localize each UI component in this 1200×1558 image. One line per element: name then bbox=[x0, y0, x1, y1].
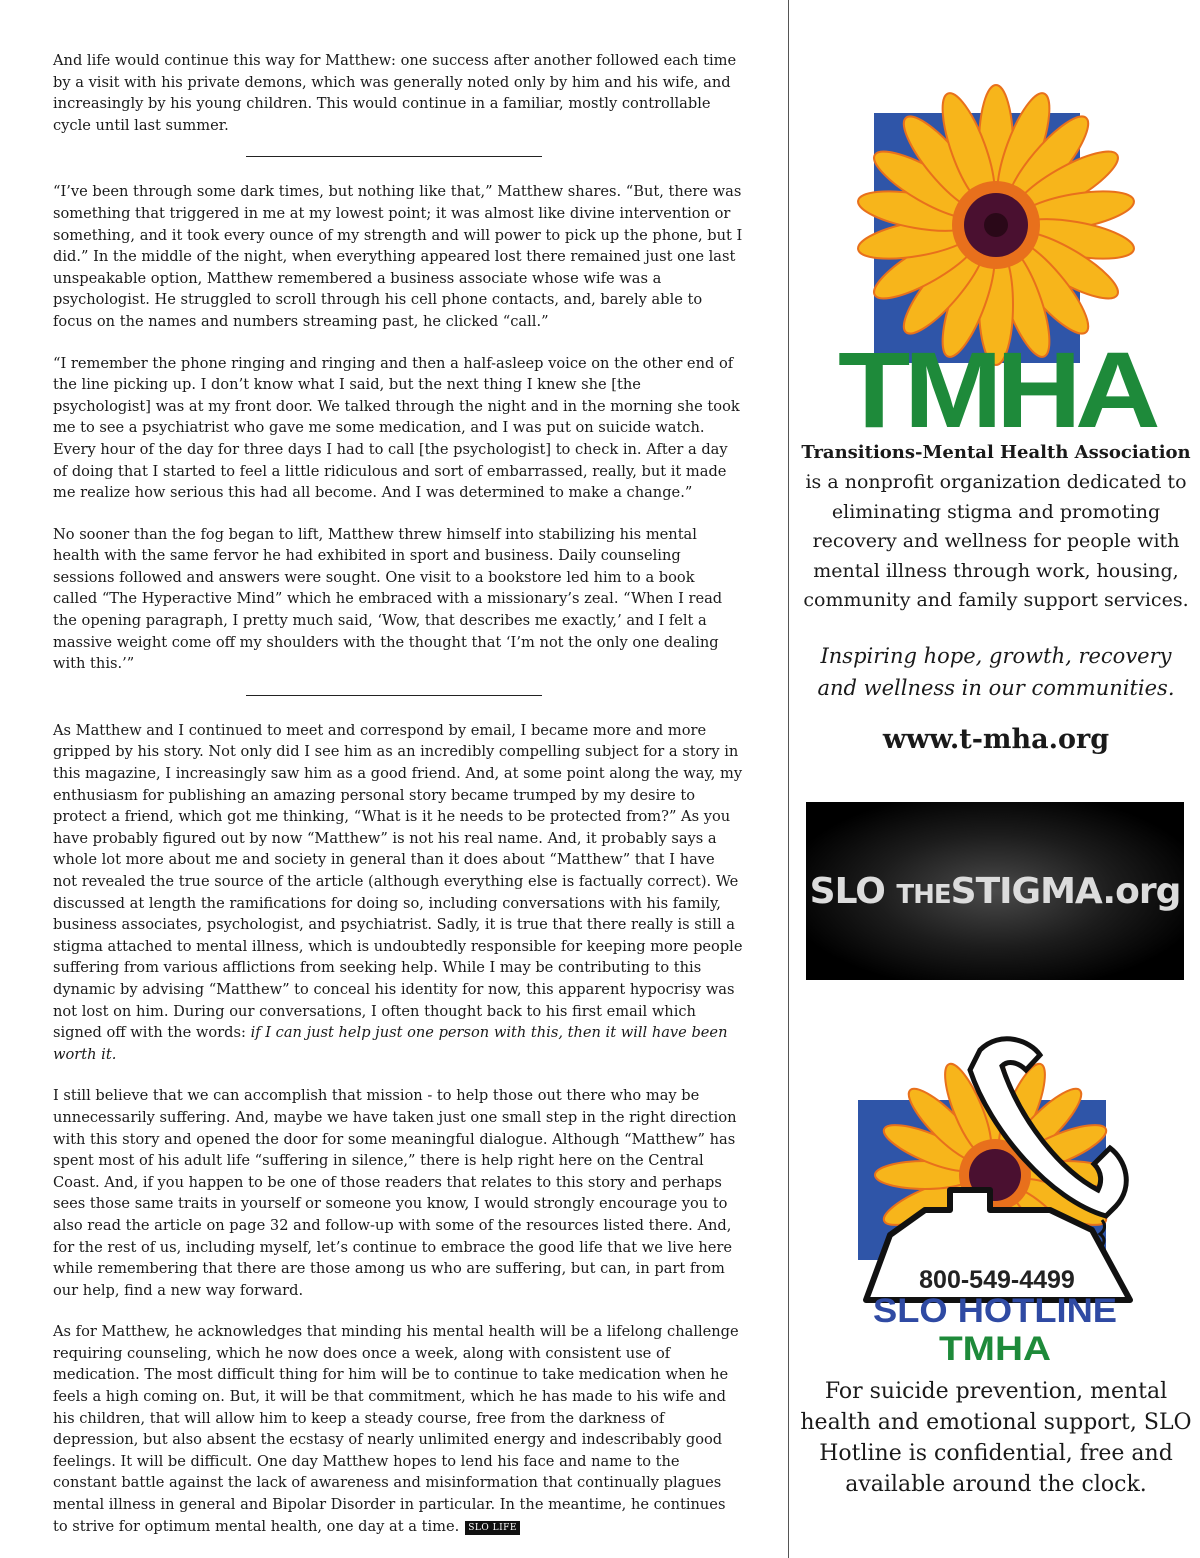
email-quote: if I can just help just one person with this, then it will have been worth it. bbox=[53, 1024, 728, 1063]
article-paragraph: And life would continue this way for Matthew: one success after another followed each time by a visit with his private demons, which was generally noted only by him and his wife, and increasingly by his young children. This would continue in a familiar, mostly controllable cycle until last summer. bbox=[53, 52, 737, 134]
org-name: Transitions-Mental Health Association bbox=[801, 442, 1191, 463]
slo-the-stigma-banner[interactable] bbox=[806, 802, 1184, 980]
stigma-banner-text bbox=[810, 871, 1181, 912]
article-paragraph: I still believe that we can accomplish that mission - to help those out there who may be unnecessarily suffering. And, maybe we have taken just one small step in the right direction with this story and opened the door for some meaningful dialogue. Although “Matthew” has spent most of his adult life “suffering in silence,” there is help right here on the Central Coast. And, if you happen to be one of those readers that relates to this story and perhaps sees those same traits in yourself or someone you know, I would strongly encourage you to also read the article on page 32 and follow-up with some of the resources listed there. And, for the rest of us, including myself, let’s continue to embrace the good life that we live here while remembering that there are those among us who are suffering, but can, in part from our help, find a new way forward. bbox=[53, 1087, 737, 1299]
hotline-phone-icon bbox=[830, 1030, 1160, 1370]
hotline-tmha-text: TMHA bbox=[939, 1330, 1051, 1368]
stigma-rest: STIGMA.org bbox=[950, 870, 1181, 912]
article-paragraph bbox=[53, 1321, 743, 1537]
article-text: As for Matthew, he acknowledges that minding his mental health will be a lifelong challenge requiring counseling, which he now does once a week, along with consistent use of medication. The most difficult thing for him will be to continue to take medication when he feels a high coming on. But, it will be that commitment, which he has made to his wife and his children, that will allow him to keep a steady course, free from the darkness of depression, but also absent the ecstasy of nearly unlimited energy and indescribably good feelings. It will be difficult. One day Matthew hopes to lend his face and name to the constant battle against the lack of awareness and misinformation that continually plagues mental illness in general and Bipolar Disorder in particular. In the meantime, he continues to strive for optimum mental health, one day at a time. bbox=[53, 1323, 739, 1535]
tmha-logo bbox=[826, 75, 1166, 439]
slogan-line: Inspiring hope, growth, recovery bbox=[820, 644, 1172, 668]
hotline-description: For suicide prevention, mental health and emotional support, SLO Hotline is confidential, free and available around the clock. bbox=[800, 1379, 1192, 1497]
article-paragraph: “I’ve been through some dark times, but nothing like that,” Matthew shares. “But, there was something that triggered in me at my lowest point; it was almost like divine intervention or something, and it took every ounce of my strength and will power to pick up the phone, but I did.” In the middle of the night, when everything appeared lost there remained just one last unspeakable option, Matthew remembered a business associate whose wife was a psychologist. He struggled to scroll through his cell phone contacts, and, barely able to focus on the names and numbers streaming past, he clicked “call.” bbox=[53, 183, 743, 330]
stigma-slo: SLO bbox=[809, 870, 885, 912]
hotline-phone-number: 800-549-4499 bbox=[919, 1266, 1075, 1294]
tmha-logo-text: TMHA bbox=[838, 329, 1159, 435]
hotline-name-text: SLO HOTLINE bbox=[873, 1292, 1117, 1330]
org-description: is a nonprofit organization dedicated to eliminating stigma and promoting recovery and wellness for people with mental illness through work, housing, community and family support services. bbox=[803, 471, 1189, 611]
article-paragraph bbox=[53, 720, 743, 1066]
section-divider bbox=[246, 695, 542, 696]
slogan-line: and wellness in our communities. bbox=[817, 676, 1175, 700]
slo-life-end-badge: SLO LIFE bbox=[465, 1521, 520, 1535]
org-website-link[interactable]: www.t-mha.org bbox=[882, 724, 1110, 755]
org-slogan bbox=[796, 640, 1196, 704]
article-paragraph: “I remember the phone ringing and ringing and then a half-asleep voice on the other end of the line picking up. I don’t know what I said, but the next thing I knew she [the psychologist] was at my front door. We talked through the night and in the morning she took me to see a psychiatrist who gave me some medication, and I was put on suicide watch. Every hour of the day for three days I had to call [the psychologist] to check in. After a day of doing that I started to feel a little ridiculous and sort of embarrassed, really, but it made me realize how serious this had all become. And I was determined to make a change.” bbox=[53, 354, 740, 502]
article-text: As Matthew and I continued to meet and correspond by email, I became more and more gripped by his story. Not only did I see him as an incredibly compelling subject for a story in this magazine, I increasingly saw him as a good friend. And, at some point along the way, my enthusiasm for publishing an amazing personal story became trumped by my desire to protect a friend, which got me thinking, “What is it he needs to be protected from?” As you have probably figured out by now “Matthew” is not his real name. And, it probably says a whole lot more about me and society in general than it does about “Matthew” that I have not revealed the true source of the article (although everything else is factually correct). We discussed at length the ramifications for doing so, including conversations with his family, business associates, psychologist, and psychiatrist. Sadly, it is true that there really is still a stigma attached to mental illness, which is undoubtedly responsible for keeping more people suffering from various afflictions from seeking help. While I may be contributing to this dynamic by advising “Matthew” to conceal his identity for now, this apparent hypocrisy was not lost on him. During our conversations, I often thought back to his first email which signed off with the words: bbox=[53, 721, 743, 1042]
column-divider bbox=[788, 0, 789, 1558]
article-body bbox=[53, 50, 743, 1537]
stigma-the: THE bbox=[896, 879, 951, 910]
slo-hotline-logo bbox=[830, 1030, 1160, 1374]
section-divider bbox=[246, 156, 542, 157]
article-paragraph: No sooner than the fog began to lift, Matthew threw himself into stabilizing his mental health with the same fervor he had exhibited in sport and business. Daily counseling sessions followed and answers were sought. One visit to a bookstore led him to a book called “The Hyperactive Mind” which he embraced with a missionary’s zeal. “When I read the opening paragraph, I pretty much said, ‘Wow, that describes me exactly,’ and I felt a massive weight come off my shoulders with the thought that ‘I’m not the only one dealing with this.’” bbox=[53, 525, 723, 673]
sunflower-icon bbox=[826, 75, 1166, 435]
